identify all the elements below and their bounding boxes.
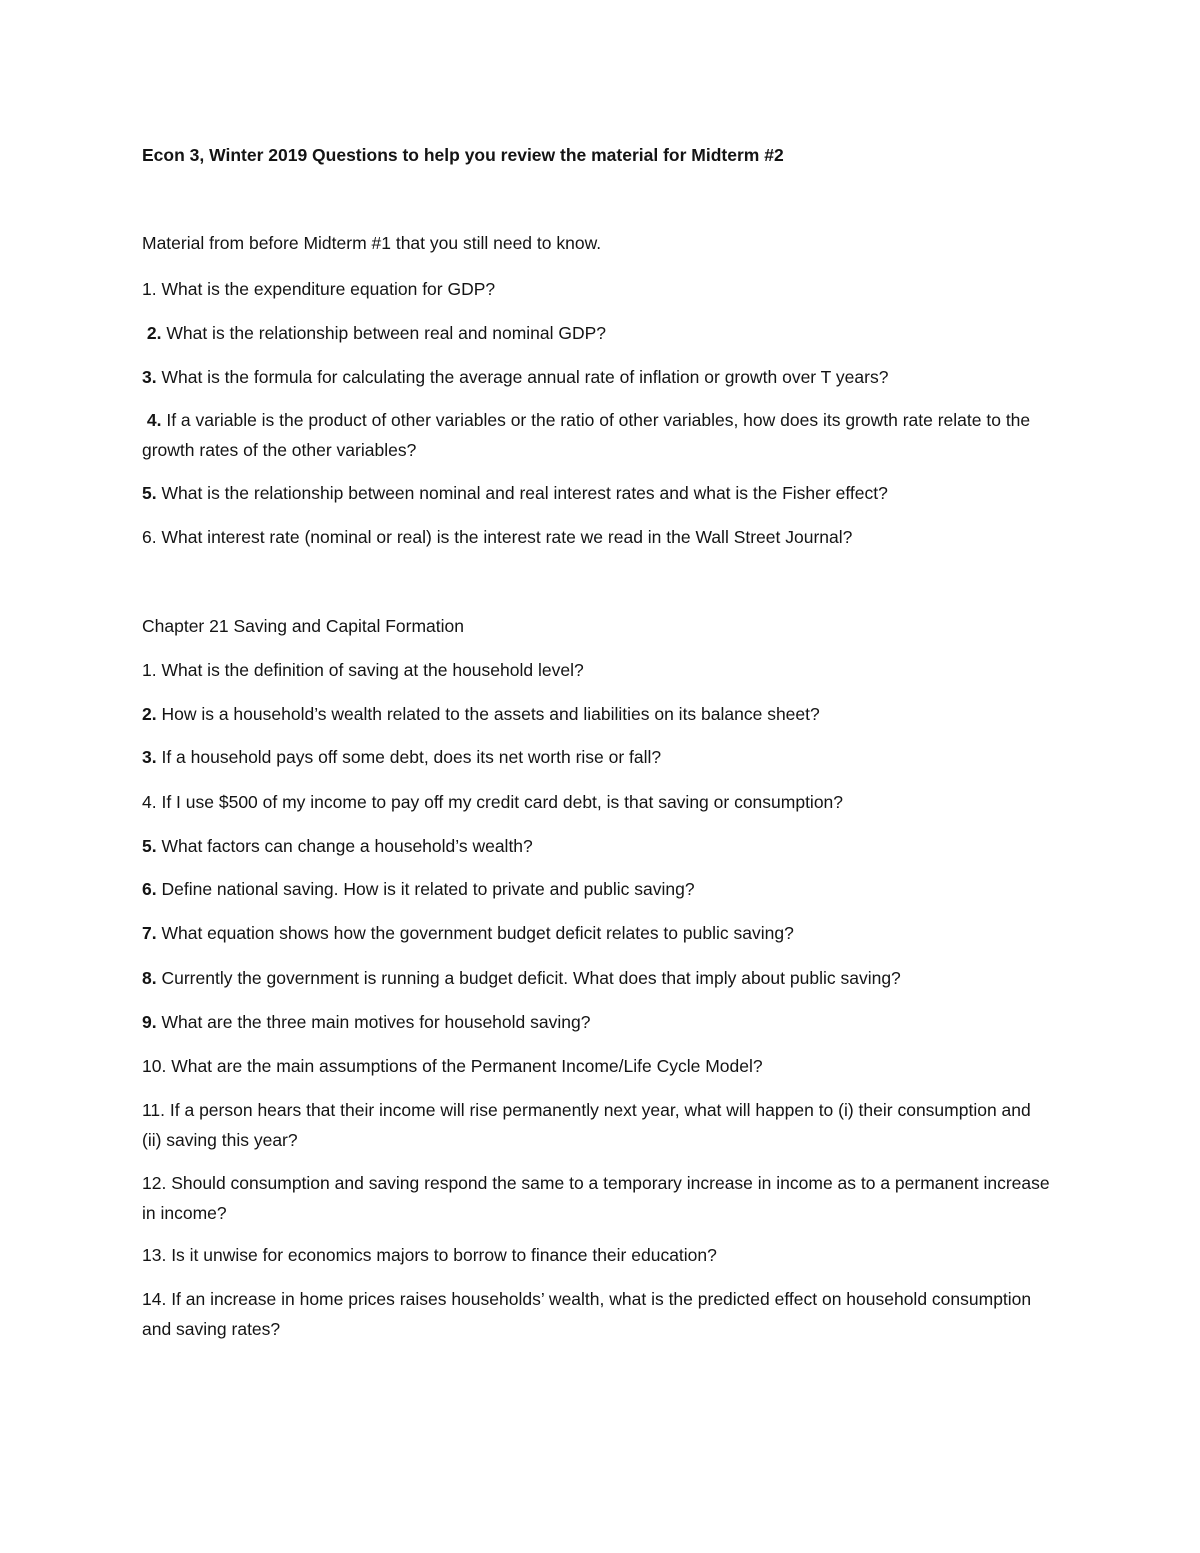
list-item [142,405,1052,465]
item-text: If a person hears that their income will rise permanently next year, what will happen to (i) their consumption and (ii) saving this year? [142,1100,1036,1150]
item-text: If a variable is the product of other variables or the ratio of other variables, how does its growth rate relate to the growth rates of the other variables? [142,410,1036,460]
item-number: 1. [142,660,157,680]
item-text: Should consumption and saving respond the same to a temporary increase in income as to a permanent increase in income? [142,1173,1055,1223]
item-text: What interest rate (nominal or real) is the interest rate we read in the Wall Street Journal? [156,527,853,547]
item-text: What are the three main motives for household saving? [156,1012,591,1032]
item-text: Define national saving. How is it related to private and public saving? [156,879,695,899]
item-number: 6. [142,527,157,547]
list-item [142,1051,1052,1081]
list-item [142,699,1052,729]
item-number: 8. [142,968,157,988]
item-number: 3. [142,367,157,387]
item-number: 2. [142,704,157,724]
list-item [142,522,1052,552]
list-item [142,963,1052,993]
item-number: 6. [142,879,157,899]
item-number: 14. [142,1289,167,1309]
item-text: If a household pays off some debt, does its net worth rise or fall? [156,747,662,767]
item-text: What factors can change a household’s wealth? [156,836,533,856]
item-number: 11. [142,1100,166,1120]
list-item [142,1168,1055,1228]
item-number: 4. [142,792,157,812]
item-text: How is a household’s wealth related to the assets and liabilities on its balance sheet? [156,704,820,724]
item-text: What is the relationship between nominal and real interest rates and what is the Fisher effect? [156,483,888,503]
item-number: 7. [142,923,157,943]
list-item [142,655,1052,685]
item-number: 1. [142,279,157,299]
item-number: 9. [142,1012,157,1032]
section-heading-text: Material from before Midterm #1 that you still need to know. [142,233,602,253]
item-number: 5. [142,483,157,503]
document-title: Econ 3, Winter 2019 Questions to help you review the material for Midterm #2 [142,145,784,165]
item-text: If I use $500 of my income to pay off my credit card debt, is that saving or consumption? [156,792,844,812]
list-item [142,787,1052,817]
item-number: 12. [142,1173,167,1193]
list-item [142,362,1052,392]
item-number: 4. [146,410,162,430]
section-heading [142,228,1052,258]
item-text: Currently the government is running a budget deficit. What does that imply about public saving? [156,968,901,988]
item-number: 10. [142,1056,167,1076]
list-item [142,918,1052,948]
section-heading-text: Chapter 21 Saving and Capital Formation [142,616,464,636]
list-item [142,318,1052,348]
list-item [142,742,1052,772]
item-text: If an increase in home prices raises households’ wealth, what is the predicted effect on household consumption and saving rates? [142,1289,1037,1339]
list-item [142,274,1052,304]
item-text: What is the formula for calculating the average annual rate of inflation or growth over T years? [156,367,889,387]
section-heading [142,611,1052,641]
item-number: 5. [142,836,157,856]
item-text: What is the definition of saving at the household level? [156,660,584,680]
list-item [142,1095,1052,1155]
list-item [142,1240,1052,1270]
item-text: What are the main assumptions of the Permanent Income/Life Cycle Model? [166,1056,763,1076]
list-item [142,831,1052,861]
list-item [142,874,1052,904]
list-item [142,1284,1052,1344]
item-text: What is the expenditure equation for GDP? [156,279,496,299]
item-text: What is the relationship between real and nominal GDP? [161,323,607,343]
item-text: Is it unwise for economics majors to borrow to finance their education? [166,1245,717,1265]
item-number: 2. [146,323,162,343]
item-number: 3. [142,747,157,767]
item-number: 13. [142,1245,167,1265]
item-text: What equation shows how the government budget deficit relates to public saving? [156,923,794,943]
list-item [142,1007,1052,1037]
list-item [142,478,1052,508]
